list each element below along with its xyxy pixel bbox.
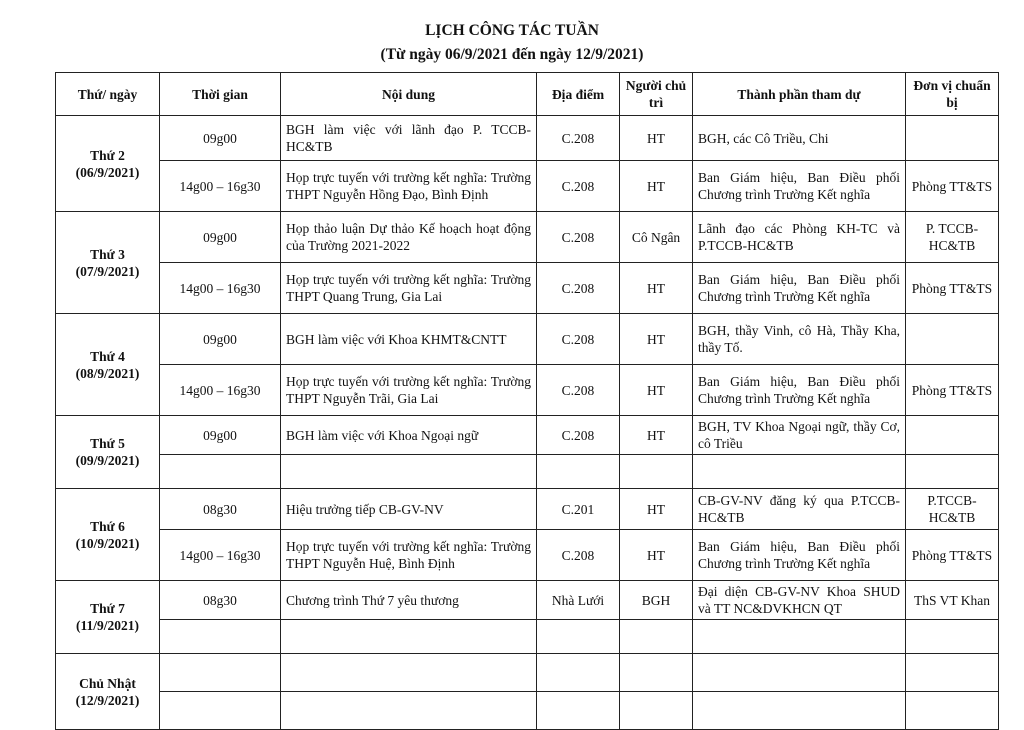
attendees-cell [693, 455, 906, 489]
prep-cell [906, 654, 999, 692]
attendees-cell: Đại diện CB-GV-NV Khoa SHUD và TT NC&DVKHCN QT [693, 581, 906, 620]
day-date: (08/9/2021) [75, 365, 140, 381]
day-date: (11/9/2021) [76, 618, 139, 633]
schedule-row [56, 530, 999, 581]
time-cell: 09g00 [160, 314, 281, 365]
day-name: Thứ 2 [90, 147, 125, 163]
time-cell: 14g00 – 16g30 [160, 161, 281, 212]
schedule-row [56, 314, 999, 365]
host-cell: HT [620, 489, 693, 530]
time-cell: 08g30 [160, 489, 281, 530]
place-cell [537, 455, 620, 489]
host-cell: HT [620, 263, 693, 314]
attendees-cell: BGH, các Cô Triều, Chi [693, 116, 906, 161]
attendees-cell: Lãnh đạo các Phòng KH-TC và P.TCCB-HC&TB [693, 212, 906, 263]
day-cell [56, 489, 160, 581]
day-name: Thứ 6 [90, 518, 125, 534]
attendees-cell: BGH, thầy Vinh, cô Hà, Thầy Kha, thầy Tố. [693, 314, 906, 365]
attendees-cell: CB-GV-NV đăng ký qua P.TCCB-HC&TB [693, 489, 906, 530]
time-cell [160, 620, 281, 654]
content-cell: Họp trực tuyến với trường kết nghĩa: Trường THPT Nguyễn Huệ, Bình Định [281, 530, 537, 581]
prep-cell [906, 116, 999, 161]
schedule-body [56, 116, 999, 730]
prep-cell: Phòng TT&TS [906, 530, 999, 581]
day-name: Thứ 5 [90, 436, 125, 451]
content-cell: Hiệu trưởng tiếp CB-GV-NV [281, 489, 537, 530]
content-cell [281, 455, 537, 489]
time-cell [160, 455, 281, 489]
prep-cell [906, 416, 999, 455]
place-cell: C.208 [537, 263, 620, 314]
content-cell [281, 620, 537, 654]
host-cell: HT [620, 416, 693, 455]
header-prep: Đơn vị chuẩn bị [906, 73, 999, 116]
attendees-cell: Ban Giám hiệu, Ban Điều phối Chương trình Trường Kết nghĩa [693, 365, 906, 416]
day-cell [56, 116, 160, 212]
day-date: (09/9/2021) [75, 453, 140, 468]
day-date: (10/9/2021) [75, 535, 140, 551]
host-cell [620, 620, 693, 654]
day-cell [56, 654, 160, 730]
content-cell: BGH làm việc với Khoa Ngoại ngữ [281, 416, 537, 455]
prep-cell: P. TCCB-HC&TB [906, 212, 999, 263]
schedule-table [55, 72, 999, 730]
day-cell [56, 212, 160, 314]
host-cell: Cô Ngân [620, 212, 693, 263]
time-cell: 08g30 [160, 581, 281, 620]
attendees-cell: BGH, TV Khoa Ngoại ngữ, thầy Cơ, cô Triều [693, 416, 906, 455]
place-cell: C.201 [537, 489, 620, 530]
prep-cell: ThS VT Khan [906, 581, 999, 620]
prep-cell: Phòng TT&TS [906, 263, 999, 314]
day-date: (07/9/2021) [75, 263, 140, 279]
content-cell: Họp trực tuyến với trường kết nghĩa: Trường THPT Nguyễn Hồng Đạo, Bình Định [281, 161, 537, 212]
schedule-row [56, 581, 999, 620]
schedule-row [56, 116, 999, 161]
schedule-row [56, 416, 999, 455]
place-cell [537, 654, 620, 692]
header-day: Thứ/ ngày [56, 73, 160, 116]
time-cell: 14g00 – 16g30 [160, 263, 281, 314]
prep-cell [906, 455, 999, 489]
place-cell: Nhà Lưới [537, 581, 620, 620]
place-cell: C.208 [537, 365, 620, 416]
host-cell [620, 455, 693, 489]
host-cell: HT [620, 314, 693, 365]
page-subtitle: (Từ ngày 06/9/2021 đến ngày 12/9/2021) [380, 46, 644, 63]
place-cell: C.208 [537, 161, 620, 212]
host-cell: HT [620, 161, 693, 212]
time-cell [160, 654, 281, 692]
content-cell: Chương trình Thứ 7 yêu thương [281, 581, 537, 620]
header-row [56, 73, 999, 116]
content-cell [281, 654, 537, 692]
header-place: Địa điểm [537, 73, 620, 116]
place-cell: C.208 [537, 530, 620, 581]
day-date: (06/9/2021) [75, 164, 140, 180]
time-cell: 09g00 [160, 116, 281, 161]
schedule-row [56, 263, 999, 314]
time-cell: 09g00 [160, 212, 281, 263]
prep-cell: Phòng TT&TS [906, 161, 999, 212]
page-title: LỊCH CÔNG TÁC TUẦN [425, 22, 599, 39]
time-cell: 09g00 [160, 416, 281, 455]
content-cell: Họp thảo luận Dự thảo Kế hoạch hoạt động của Trường 2021-2022 [281, 212, 537, 263]
place-cell: C.208 [537, 116, 620, 161]
host-cell [620, 654, 693, 692]
schedule-row [56, 620, 999, 654]
prep-cell: P.TCCB-HC&TB [906, 489, 999, 530]
host-cell: BGH [620, 581, 693, 620]
attendees-cell [693, 654, 906, 692]
attendees-cell: Ban Giám hiệu, Ban Điều phối Chương trình Trường Kết nghĩa [693, 161, 906, 212]
day-date: (12/9/2021) [75, 692, 140, 708]
header-attendees: Thành phần tham dự [693, 73, 906, 116]
host-cell: HT [620, 116, 693, 161]
day-cell [56, 581, 160, 654]
schedule-row [56, 365, 999, 416]
place-cell: C.208 [537, 314, 620, 365]
place-cell: C.208 [537, 212, 620, 263]
content-cell: Họp trực tuyến với trường kết nghĩa: Trường THPT Nguyễn Trãi, Gia Lai [281, 365, 537, 416]
content-cell: BGH làm việc với Khoa KHMT&CNTT [281, 314, 537, 365]
place-cell: C.208 [537, 416, 620, 455]
attendees-cell [693, 620, 906, 654]
day-name: Thứ 4 [90, 348, 125, 364]
header-content: Nội dung [281, 73, 537, 116]
prep-cell: Phòng TT&TS [906, 365, 999, 416]
schedule-row [56, 654, 999, 692]
day-cell [56, 416, 160, 489]
prep-cell [906, 620, 999, 654]
schedule-row [56, 455, 999, 489]
attendees-cell: Ban Giám hiệu, Ban Điều phối Chương trình Trường Kết nghĩa [693, 263, 906, 314]
attendees-cell: Ban Giám hiệu, Ban Điều phối Chương trình Trường Kết nghĩa [693, 530, 906, 581]
day-name: Thứ 3 [90, 246, 125, 262]
header-time: Thời gian [160, 73, 281, 116]
content-cell: Họp trực tuyến với trường kết nghĩa: Trường THPT Quang Trung, Gia Lai [281, 263, 537, 314]
prep-cell [906, 314, 999, 365]
schedule-row [56, 161, 999, 212]
day-name: Chủ Nhật [79, 675, 136, 691]
day-cell [56, 314, 160, 416]
time-cell: 14g00 – 16g30 [160, 530, 281, 581]
content-cell: BGH làm việc với lãnh đạo P. TCCB-HC&TB [281, 116, 537, 161]
day-name: Thứ 7 [90, 601, 125, 616]
place-cell [537, 620, 620, 654]
time-cell: 14g00 – 16g30 [160, 365, 281, 416]
schedule-row [56, 489, 999, 530]
header-host: Người chủ trì [620, 73, 693, 116]
host-cell: HT [620, 365, 693, 416]
schedule-row [56, 212, 999, 263]
host-cell: HT [620, 530, 693, 581]
